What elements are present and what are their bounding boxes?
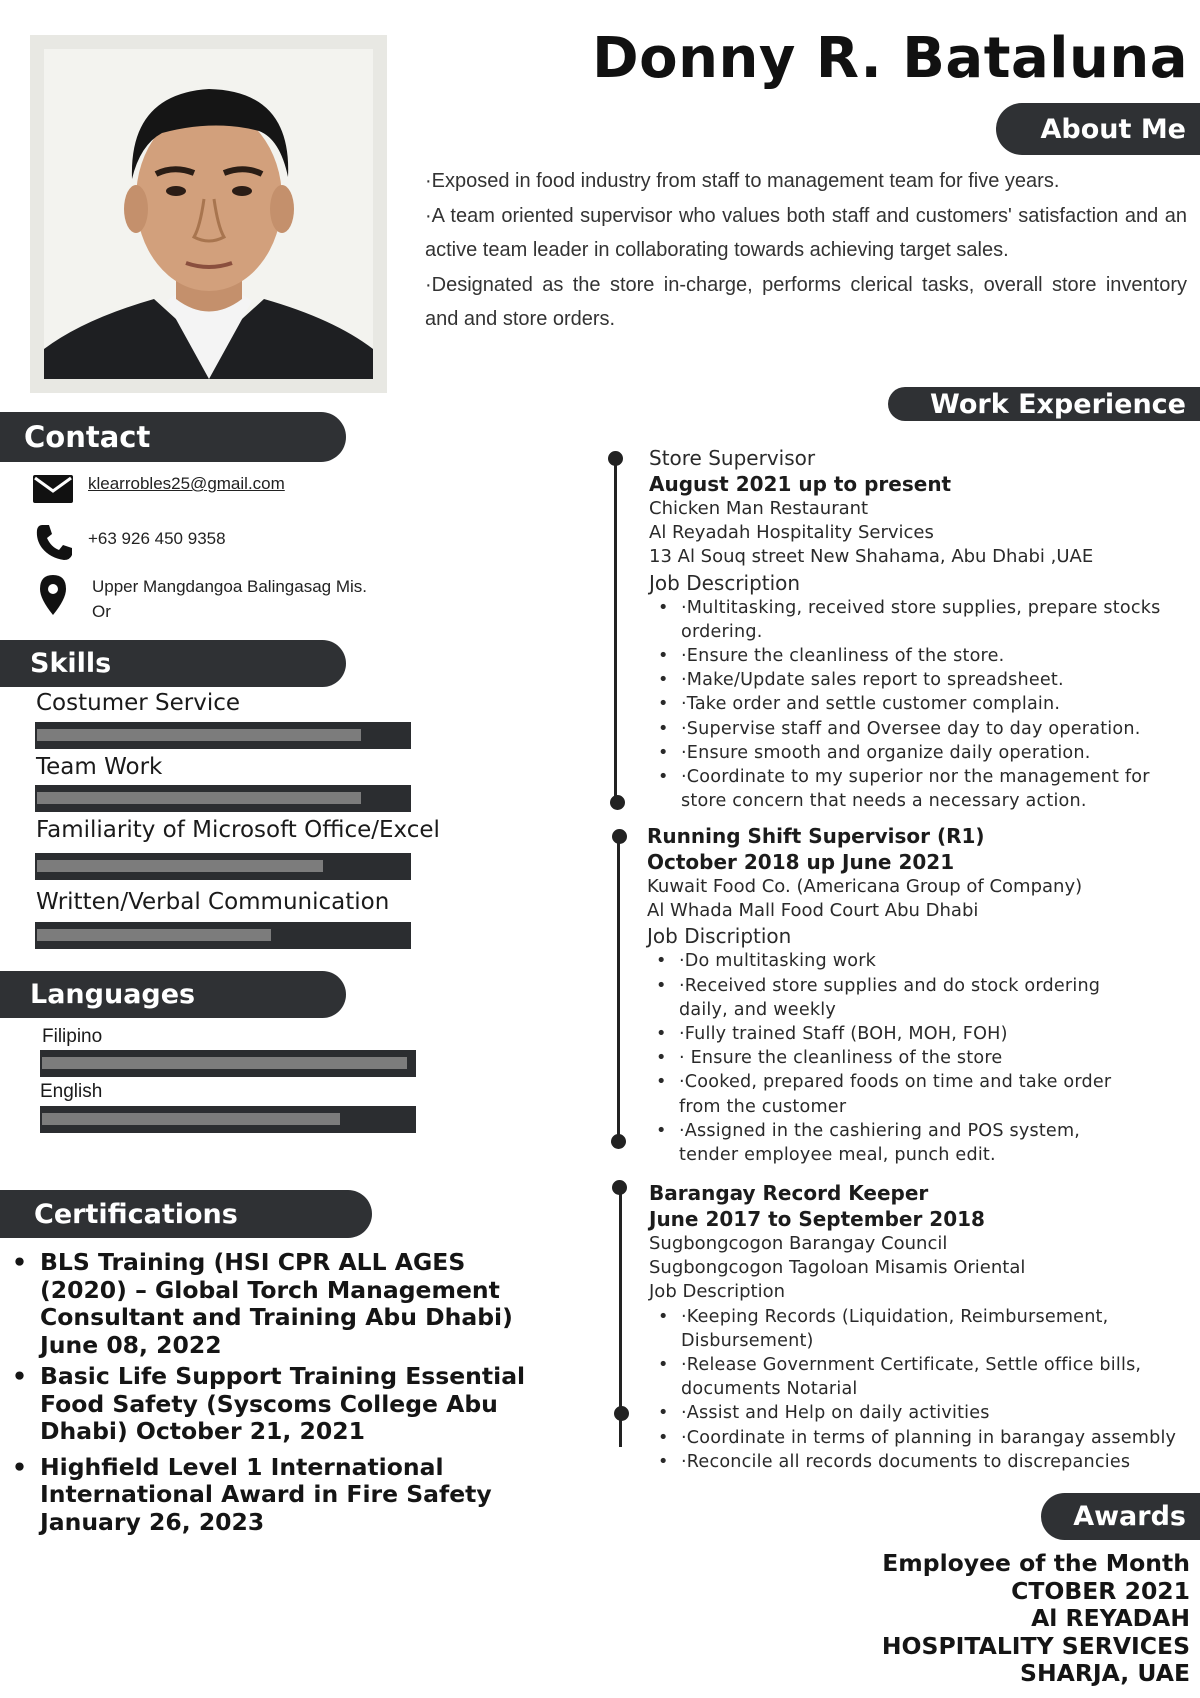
timeline-dot [611,1134,626,1149]
skill-level-bar [35,922,411,949]
timeline-dot [612,829,627,844]
awards-text [882,1550,1190,1688]
contact-phone-row [34,522,226,562]
job-duty: • ·Release Government Certificate, Settle office bills, documents Notarial [649,1353,1194,1401]
timeline-dot [610,795,625,810]
certification-line: January 26, 2023 [40,1507,265,1536]
language-name: Filipino [42,1026,103,1047]
job-description-heading: Job Description [649,570,801,595]
about-paragraph: ·A team oriented supervisor who values both staff and customers' satisfaction and an active team leader in collaborating towards achieving target sales. [425,204,1187,261]
job-duty: • ·Supervise staff and Oversee day to day operation. [649,717,1194,741]
job-entry [649,445,1194,813]
timeline-line [617,836,620,1142]
job-duty: • ·Coordinate to my superior nor the management for store concern that needs a necessary action. [649,765,1194,813]
job-entry [647,823,1192,1167]
job-description-heading: Job Discription [647,924,792,949]
skill-level-bar [35,853,411,880]
person-portrait-icon [44,49,373,379]
skill-level-fill [37,860,323,872]
contact-address-row [38,574,367,624]
job-duty: • ·Make/Update sales report to spreadsheet. [649,668,1194,692]
certification-item [10,1249,530,1359]
job-dates: October 2018 up June 2021 [647,850,955,874]
awards-heading: Awards [1041,1493,1200,1540]
certification-line: Food Safety (Syscoms College Abu [40,1389,498,1418]
job-duty: • · Ensure the cleanliness of the store [647,1046,1192,1070]
job-duties-list [649,1305,1194,1474]
award-line: SHARJA, UAE [1020,1659,1190,1687]
about-paragraph: ·Exposed in food industry from staff to management team for five years. [425,170,1060,192]
languages-heading: Languages [0,971,346,1018]
skill-level-fill [37,729,361,741]
job-duty: • ·Coordinate in terms of planning in barangay assembly [649,1426,1194,1450]
work-experience-heading: Work Experience [888,387,1200,421]
job-duty: • ·Multitasking, received store supplies, prepare stocks ordering. [649,596,1194,644]
address-line: Upper Mangdangoa Balingasag Mis. [92,577,368,596]
timeline-line [614,458,617,802]
job-employer-line: Sugbongcogon Tagoloan Misamis Oriental [649,1257,1026,1279]
certifications-list [10,1249,530,1540]
job-duty: • ·Assigned in the cashiering and POS system, tender employee meal, punch edit. [647,1119,1192,1167]
job-duty: • ·Keeping Records (Liquidation, Reimbursement, Disbursement) [649,1305,1194,1353]
job-employer-line: Kuwait Food Co. (Americana Group of Company) [647,876,1083,897]
certification-line: • Highfield Level 1 International [40,1452,444,1481]
certification-item [10,1363,530,1446]
envelope-icon [32,473,74,505]
skills-heading: Skills [0,640,346,687]
job-employer-line: Al Whada Mall Food Court Abu Dhabi [647,900,979,922]
location-pin-icon [38,574,68,616]
job-entry [649,1180,1194,1474]
job-dates: August 2021 up to present [649,472,952,496]
job-description-heading: Job Description [649,1281,785,1303]
job-employer-line: Al Reyadah Hospitality Services [649,522,934,544]
certification-line: Dhabi) October 21, 2021 [40,1417,365,1445]
award-line: Al REYADAH [1031,1604,1190,1632]
phone-icon [34,522,74,562]
profile-photo [44,49,373,379]
job-duty: • ·Reconcile all records documents to discrepancies [649,1450,1194,1474]
email-link[interactable]: klearrobles25@gmail.com [88,474,285,493]
job-duty: • ·Fully trained Staff (BOH, MOH, FOH) [647,1022,1192,1046]
timeline-dot [608,451,623,466]
job-duty: • ·Do multitasking work [647,949,1192,973]
phone-number: +63 926 450 9358 [88,529,226,548]
certification-line: International Award in Fire Safety [40,1480,492,1508]
skill-name: Familiarity of Microsoft Office/Excel [36,817,440,843]
skill-name: Written/Verbal Communication [36,889,390,915]
award-line: HOSPITALITY SERVICES [881,1631,1190,1660]
address [92,574,367,624]
skill-level-bar [35,722,411,749]
language-level-bar [40,1050,416,1077]
timeline-dot [614,1406,629,1421]
job-duty: • ·Cooked, prepared foods on time and take order from the customer [647,1070,1192,1118]
skill-name: Team Work [36,754,163,780]
profile-photo-frame [30,35,387,393]
about-me-heading: About Me [996,103,1200,155]
language-level-fill [42,1057,407,1069]
skill-level-bar [35,785,411,812]
job-duties-list [649,596,1194,814]
language-level-bar [40,1106,416,1133]
skill-level-fill [37,929,271,941]
contact-heading: Contact [0,412,346,462]
job-duty: • ·Take order and settle customer complain. [649,692,1194,716]
certification-line: (2020) – Global Torch Management [40,1275,500,1304]
certification-line: Consultant and Training Abu Dhabi) [40,1303,513,1331]
job-duty: • ·Ensure the cleanliness of the store. [649,644,1194,668]
contact-email-row [32,471,285,505]
certification-item [10,1454,530,1537]
job-title: Barangay Record Keeper [649,1181,929,1205]
skill-name: Costumer Service [36,690,241,716]
job-duty: • ·Assist and Help on daily activities [649,1401,1194,1425]
about-paragraph: ·Designated as the store in-charge, performs clerical tasks, overall store inventory and and store orders. [425,273,1187,330]
skill-level-fill [37,792,361,804]
job-employer-line: 13 Al Souq street New Shahama, Abu Dhabi ,UAE [649,546,1094,568]
certifications-heading: Certifications [0,1190,372,1238]
award-line: CTOBER 2021 [1011,1576,1190,1605]
job-duty: • ·Ensure smooth and organize daily operation. [649,741,1194,765]
job-duties-list [647,949,1192,1167]
language-level-fill [42,1113,340,1125]
job-dates: June 2017 to September 2018 [649,1207,985,1231]
candidate-name: Donny R. Bataluna [592,26,1188,91]
about-me-text [425,164,1187,337]
job-employer-line: Sugbongcogon Barangay Council [649,1233,948,1254]
job-duty: • ·Received store supplies and do stock ordering daily, and weekly [647,974,1192,1022]
certification-line: • Basic Life Support Training Essential [40,1362,526,1390]
job-employer-line: Chicken Man Restaurant [649,498,869,519]
certification-line: • BLS Training (HSI CPR ALL AGES [40,1248,466,1276]
job-title: Store Supervisor [649,446,816,470]
award-line: Employee of the Month [882,1549,1190,1577]
language-name: English [40,1081,103,1102]
timeline-dot [612,1180,627,1195]
job-title: Running Shift Supervisor (R1) [647,824,985,848]
certification-line: June 08, 2022 [40,1330,222,1359]
address-line: Or [92,602,111,621]
